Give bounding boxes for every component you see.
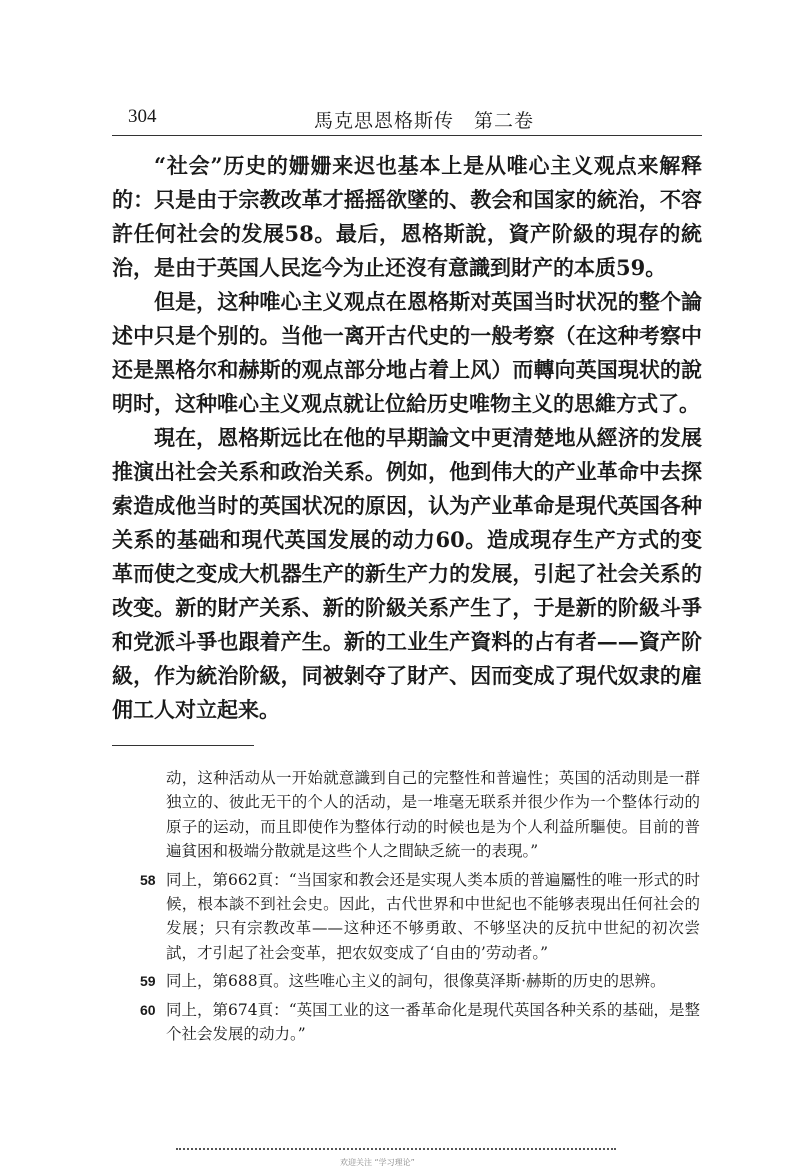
- header-rule: [112, 135, 702, 136]
- paragraph: “社会”历史的姗姗来迟也基本上是从唯心主义观点来解释的：只是由于宗教改革才摇摇欲墜的、教会和国家的統治，不容許任何社会的发展58。最后，恩格斯說，資产阶級的現存的統治，是由于英国人民迄今为止还沒有意識到財产的本质59。: [112, 153, 702, 280]
- footnote-59: [140, 969, 700, 993]
- watermark: 欢迎关注 “学习理论”: [340, 1158, 415, 1167]
- footnote-60: [140, 998, 700, 1047]
- footnote-rule: [112, 745, 254, 746]
- scan-edge-bar: [176, 1148, 616, 1150]
- footnote-text: 同上，第674頁：“英国工业的这一番革命化是現代英国各种关系的基础，是整个社会发展的动力。”: [166, 1000, 700, 1044]
- page-number: 304: [128, 106, 157, 127]
- footnote-number: 58: [140, 871, 156, 888]
- footnote-text: 同上，第688頁。这些唯心主义的詞句，很像莫泽斯·赫斯的历史的思辨。: [166, 972, 666, 991]
- footnote-number: 59: [140, 973, 156, 990]
- page-header: [112, 106, 702, 134]
- running-title: 馬克思恩格斯传 第二卷: [314, 110, 535, 132]
- footnote-continuation: 动，这种活动从一开始就意識到自己的完整性和普遍性；英国的活动則是一群独立的、彼此无干的个人的活动，是一堆毫无联系并很少作为一个整体行动的原子的运动，而且即使作为整体行动的时候也是为个人利益所驅使。目前的普遍貧困和极端分散就是这些个人之間缺乏統一的表現。”: [166, 769, 700, 861]
- footnote-text: 同上，第662頁：“当国家和教会还是实現人类本质的普遍屬性的唯一形式的时候，根本談不到社会史。因此，古代世界和中世紀也不能够表現出任何社会的发展；只有宗教改革——这种还不够勇敢、不够坚决的反抗中世紀的初次尝試，才引起了社会变革，把农奴变成了‘自由的’劳动者。”: [166, 870, 700, 962]
- paragraph: 現在，恩格斯远比在他的早期論文中更清楚地从經济的发展推演出社会关系和政治关系。例如，他到伟大的产业革命中去探索造成他当时的英国状况的原因，认为产业革命是現代英国各种关系的基础和現代英国发展的动力60。造成現存生产方式的变革而使之变成大机器生产的新生产力的发展，引起了社会关系的改变。新的財产关系、新的阶級关系产生了，于是新的阶級斗爭和党派斗爭也跟着产生。新的工业生产資料的占有者——資产阶級，作为統治阶級，同被剝夺了財产、因而变成了現代奴隶的雇佣工人对立起来。: [112, 425, 702, 722]
- body-text: [112, 149, 702, 727]
- footnote-number: 60: [140, 1001, 156, 1018]
- footnote-58: [140, 868, 700, 966]
- paragraph: 但是，这种唯心主义观点在恩格斯对英国当时状况的整个論述中只是个别的。当他一离开古代史的一般考察（在这种考察中还是黑格尔和赫斯的观点部分地占着上风）而轉向英国現状的說明时，这种唯心主义观点就让位給历史唯物主义的思維方式了。: [112, 289, 702, 416]
- footnotes: [140, 766, 700, 1050]
